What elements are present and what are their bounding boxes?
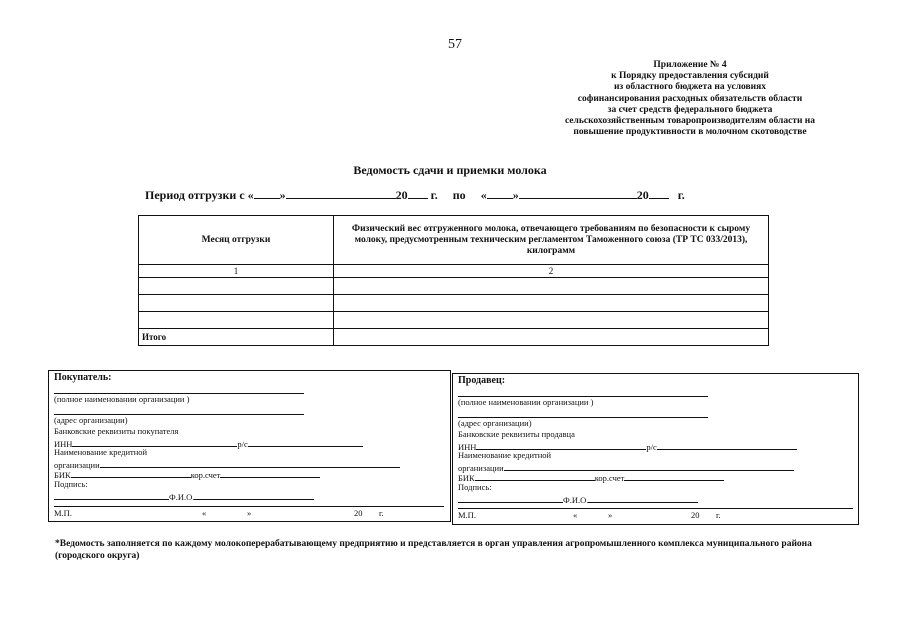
bank-name-label-2: организации [54, 459, 100, 470]
inn-label: ИНН [458, 441, 477, 452]
year-field[interactable] [649, 186, 669, 199]
signature-label: Подпись: [458, 481, 492, 492]
quote-close: » [247, 508, 252, 518]
bank-name-field[interactable] [100, 458, 400, 468]
org-name-caption: (полное наименовании организации ) [458, 397, 594, 408]
quote-open: « [573, 510, 578, 520]
signature-field[interactable] [54, 490, 169, 500]
year-label: 20 [354, 508, 363, 518]
bank-name-label-1: Наименование кредитной [458, 450, 552, 461]
month-field[interactable] [286, 186, 396, 199]
year-suffix: г. [379, 508, 384, 518]
account-label: р/с [237, 438, 248, 449]
month-field[interactable] [519, 186, 637, 199]
year-field[interactable] [408, 186, 428, 199]
account-label: р/с [646, 441, 657, 452]
document-title: Ведомость сдачи и приемки молока [353, 163, 547, 177]
close-quote: » [279, 188, 286, 202]
year-suffix: г. [716, 510, 721, 520]
total-row [139, 329, 769, 346]
corr-label: кор.счет [594, 473, 625, 484]
signature-field[interactable] [458, 493, 563, 503]
mp-label: М.П. [458, 510, 476, 520]
month-cell[interactable] [139, 312, 334, 329]
month-cell[interactable] [139, 278, 334, 295]
bik-label: БИК [54, 470, 71, 481]
seller-date-line [458, 508, 853, 520]
seller-title: Продавец: [458, 375, 506, 386]
inn-label: ИНН [54, 438, 73, 449]
address-caption: (адрес организации) [458, 418, 532, 429]
day-field[interactable] [254, 186, 280, 199]
month-column-header: Месяц отгрузки [139, 216, 334, 265]
org-name-field[interactable] [458, 387, 708, 397]
buyer-section [48, 370, 451, 522]
period-to: по [452, 188, 466, 202]
org-name-caption: (полное наименовании организации ) [54, 394, 190, 405]
fio-field[interactable] [194, 490, 314, 500]
bank-name-label-2: организации [458, 462, 504, 473]
org-name-field[interactable] [54, 384, 304, 394]
day-field[interactable] [487, 186, 513, 199]
shipment-period [145, 186, 685, 203]
appendix-line: сельскохозяйственным товаропроизводителям области на [564, 116, 816, 127]
bank-details-label: Банковские реквизиты покупателя [54, 425, 179, 436]
bik-label: БИК [458, 473, 475, 484]
appendix-line: повышение продуктивности в молочном скотоводстве [573, 127, 807, 138]
table-header-row [139, 216, 769, 265]
address-field[interactable] [458, 408, 708, 418]
bank-name-label-1: Наименование кредитной [54, 447, 148, 458]
weight-cell[interactable] [334, 312, 769, 329]
appendix-header [520, 60, 860, 138]
fio-label: Ф.И.О. [169, 491, 195, 502]
weight-cell[interactable] [334, 295, 769, 312]
appendix-line: Приложение № 4 [653, 60, 727, 70]
seller-section [452, 373, 859, 525]
total-cell[interactable] [334, 329, 769, 346]
corr-label: кор.счет [190, 470, 221, 481]
table-row [139, 295, 769, 312]
buyer-title: Покупатель: [54, 372, 112, 383]
buyer-date-line [54, 506, 444, 518]
mp-label: М.П. [54, 508, 72, 518]
fio-field[interactable] [588, 493, 698, 503]
appendix-line: софинансирования расходных обязательств области [577, 93, 803, 104]
account-field[interactable] [248, 437, 363, 447]
close-quote: » [512, 188, 519, 202]
total-label: Итого [139, 329, 334, 346]
signature-label: Подпись: [54, 478, 88, 489]
column-number: 2 [334, 265, 769, 278]
bank-details-label: Банковские реквизиты продавца [458, 428, 575, 439]
year-suffix: г. [430, 188, 438, 202]
corr-field[interactable] [624, 471, 724, 481]
year-prefix: 20 [395, 188, 408, 202]
address-caption: (адрес организации) [54, 415, 128, 426]
bik-field[interactable] [475, 471, 595, 481]
open-quote: « [247, 188, 254, 202]
corr-field[interactable] [220, 468, 320, 478]
weight-cell[interactable] [334, 278, 769, 295]
quote-open: « [202, 508, 207, 518]
column-number: 1 [139, 265, 334, 278]
inn-field[interactable] [72, 437, 237, 447]
year-suffix: г. [677, 188, 685, 202]
table-row [139, 312, 769, 329]
footnote: *Ведомость заполняется по каждому молокоперерабатывающему предприятию и представляется в орган управления агропромышленного комплекса муниципального района (городского округа) [55, 539, 812, 561]
period-from: с [239, 188, 245, 202]
milk-table [138, 215, 769, 346]
appendix-line: за счет средств федерального бюджета [607, 104, 773, 115]
open-quote: « [480, 188, 487, 202]
appendix-line: из областного бюджета на условиях [613, 82, 767, 93]
period-label: Период отгрузки [145, 188, 237, 202]
table-row [139, 278, 769, 295]
bik-field[interactable] [71, 468, 191, 478]
inn-field[interactable] [476, 440, 646, 450]
year-label: 20 [691, 510, 700, 520]
year-prefix: 20 [636, 188, 649, 202]
month-cell[interactable] [139, 295, 334, 312]
appendix-line: к Порядку предоставления субсидий [611, 71, 769, 82]
account-field[interactable] [657, 440, 797, 450]
bank-name-field[interactable] [504, 461, 794, 471]
weight-column-header: Физический вес отгруженного молока, отвечающего требованиям по безопасности к сырому молоку, предусмотренным техническим регламентом Таможенного союза (ТР ТС 033/2013), килограмм [334, 216, 769, 265]
fio-label: Ф.И.О. [563, 494, 589, 505]
page-number: 57 [448, 37, 462, 52]
address-field[interactable] [54, 405, 304, 415]
column-number-row [139, 265, 769, 278]
quote-close: » [608, 510, 613, 520]
